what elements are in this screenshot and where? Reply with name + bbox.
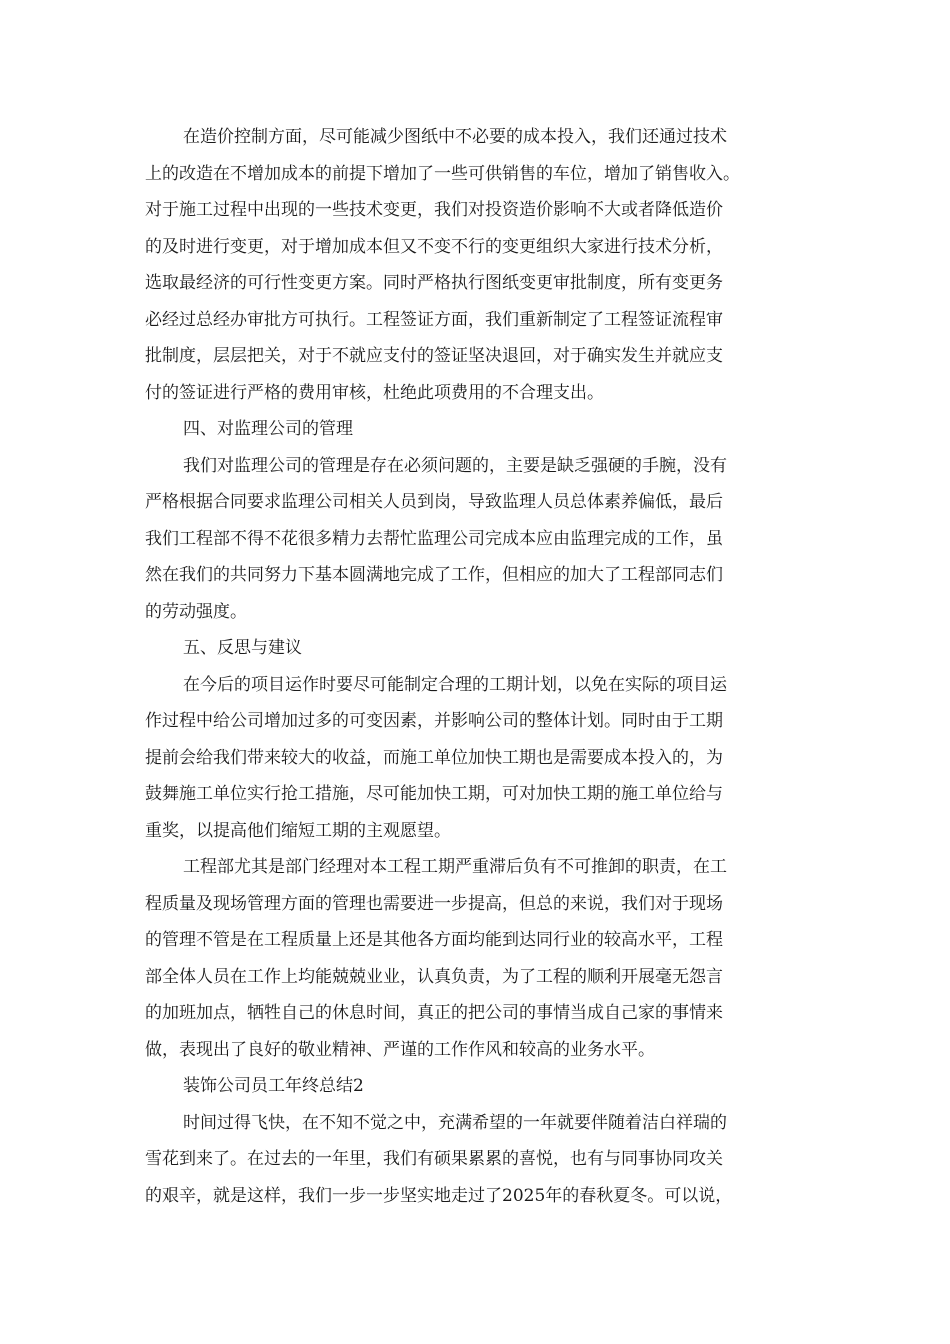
text-line: 我们工程部不得不花很多精力去帮忙监理公司完成本应由监理完成的工作，虽 — [145, 528, 723, 549]
text-line: 对于施工过程中出现的一些技术变更，我们对投资造价影响不大或者降低造价 — [145, 200, 723, 220]
text-line: 的艰辛，就是这样，我们一步一步坚实地走过了2025年的春秋夏冬。可以说， — [145, 1185, 733, 1206]
text-line: 选取最经济的可行性变更方案。同时严格执行图纸变更审批制度，所有变更务 — [145, 273, 723, 293]
text-line: 五、反思与建议 — [183, 638, 302, 658]
text-line: 上的改造在不增加成本的前提下增加了一些可供销售的车位，增加了销售收入。 — [145, 163, 740, 184]
text-line: 四、对监理公司的管理 — [183, 419, 353, 439]
text-line: 在造价控制方面，尽可能减少图纸中不必要的成本投入，我们还通过技术 — [183, 127, 727, 147]
text-line: 部全体人员在工作上均能兢兢业业，认真负责，为了工程的顺利开展毫无怨言 — [145, 966, 723, 987]
text-line: 鼓舞施工单位实行抢工措施，尽可能加快工期，可对加快工期的施工单位给与 — [145, 784, 723, 804]
text-line: 在今后的项目运作时要尽可能制定合理的工期计划，以免在实际的项目运 — [183, 674, 727, 695]
text-line: 工程部尤其是部门经理对本工程工期严重滞后负有不可推卸的职责，在工 — [183, 857, 727, 877]
text-line: 重奖，以提高他们缩短工期的主观愿望。 — [145, 820, 451, 841]
document-body — [145, 119, 805, 1214]
text-line: 装饰公司员工年终总结2 — [183, 1076, 364, 1096]
text-line: 的加班加点，牺牲自己的休息时间，真正的把公司的事情当成自己家的事情来 — [145, 1003, 723, 1023]
text-line: 然在我们的共同努力下基本圆满地完成了工作，但相应的加大了工程部同志们 — [145, 565, 723, 585]
text-line: 付的签证进行严格的费用审核，杜绝此项费用的不合理支出。 — [145, 382, 604, 403]
text-line: 严格根据合同要求监理公司相关人员到岗，导致监理人员总体素养偏低，最后 — [145, 492, 723, 512]
text-line: 作过程中给公司增加过多的可变因素，并影响公司的整体计划。同时由于工期 — [145, 711, 723, 731]
text-line: 的及时进行变更，对于增加成本但又不变不行的变更组织大家进行技术分析， — [145, 236, 723, 257]
text-line: 必经过总经办审批方可执行。工程签证方面，我们重新制定了工程签证流程审 — [145, 309, 723, 330]
text-line: 批制度，层层把关，对于不就应支付的签证坚决退回，对于确实发生并就应支 — [145, 346, 723, 366]
text-line: 做，表现出了良好的敬业精神、严谨的工作作风和较高的业务水平。 — [145, 1039, 655, 1060]
text-line: 的管理不管是在工程质量上还是其他各方面均能到达同行业的较高水平，工程 — [145, 930, 723, 950]
text-line: 的劳动强度。 — [145, 601, 247, 622]
text-line: 程质量及现场管理方面的管理也需要进一步提高，但总的来说，我们对于现场 — [145, 893, 723, 914]
text-line: 时间过得飞快，在不知不觉之中，充满希望的一年就要伴随着洁白祥瑞的 — [183, 1112, 727, 1133]
text-line: 提前会给我们带来较大的收益，而施工单位加快工期也是需要成本投入的，为 — [145, 747, 723, 768]
text-line: 雪花到来了。在过去的一年里，我们有硕果累累的喜悦，也有与同事协同攻关 — [145, 1149, 723, 1169]
text-line: 我们对监理公司的管理是存在必须问题的，主要是缺乏强硬的手腕，没有 — [183, 455, 727, 476]
